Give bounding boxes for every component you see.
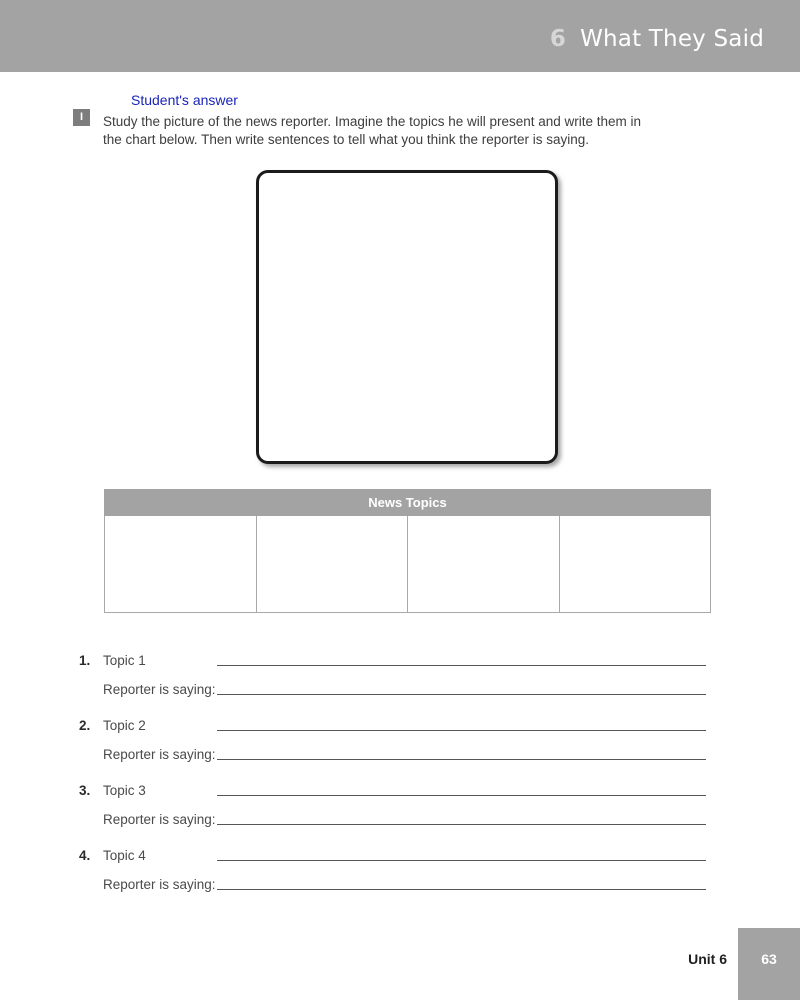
student-answer-label: Student's answer	[131, 92, 238, 108]
header-bar	[0, 0, 800, 72]
topic-label: Topic 3	[103, 783, 146, 798]
question-number: 1.	[79, 653, 91, 668]
reporter-1-answer-line[interactable]	[217, 694, 706, 695]
news-topics-header: News Topics	[105, 490, 711, 516]
question-number: 3.	[79, 783, 91, 798]
question-2-topic-row	[0, 718, 800, 738]
topic-cell-1[interactable]	[105, 516, 257, 613]
topic-label: Topic 1	[103, 653, 146, 668]
reporter-label: Reporter is saying:	[103, 812, 216, 827]
topic-3-answer-line[interactable]	[217, 795, 706, 796]
reporter-label: Reporter is saying:	[103, 747, 216, 762]
reporter-label: Reporter is saying:	[103, 682, 216, 697]
exercise-instructions: Study the picture of the news reporter. Imagine the topics he will present and write them in the chart below. Then write sentences to tell what you think the reporter is saying.	[103, 114, 642, 147]
question-1-reporter-row	[0, 682, 800, 702]
question-3-topic-row	[0, 783, 800, 803]
question-number: 4.	[79, 848, 91, 863]
question-2-reporter-row	[0, 747, 800, 767]
topic-2-answer-line[interactable]	[217, 730, 706, 731]
topic-4-answer-line[interactable]	[217, 860, 706, 861]
unit-title: What They Said	[580, 26, 764, 52]
reporter-3-answer-line[interactable]	[217, 824, 706, 825]
page-title	[550, 26, 764, 52]
topic-cell-4[interactable]	[559, 516, 711, 613]
reporter-4-answer-line[interactable]	[217, 889, 706, 890]
unit-number: 6	[549, 26, 567, 52]
reporter-2-answer-line[interactable]	[217, 759, 706, 760]
topic-label: Topic 4	[103, 848, 146, 863]
topic-1-answer-line[interactable]	[217, 665, 706, 666]
news-topics-table	[104, 489, 711, 613]
topic-cell-3[interactable]	[408, 516, 560, 613]
question-4-reporter-row	[0, 877, 800, 897]
news-reporter-picture-frame	[256, 170, 558, 464]
exercise-badge: I	[73, 109, 90, 126]
topic-cell-2[interactable]	[256, 516, 408, 613]
reporter-label: Reporter is saying:	[103, 877, 216, 892]
question-3-reporter-row	[0, 812, 800, 832]
topic-label: Topic 2	[103, 718, 146, 733]
footer-unit-label: Unit 6	[688, 951, 727, 967]
question-number: 2.	[79, 718, 91, 733]
question-1-topic-row	[0, 653, 800, 673]
question-4-topic-row	[0, 848, 800, 868]
page-number: 63	[738, 928, 800, 1000]
